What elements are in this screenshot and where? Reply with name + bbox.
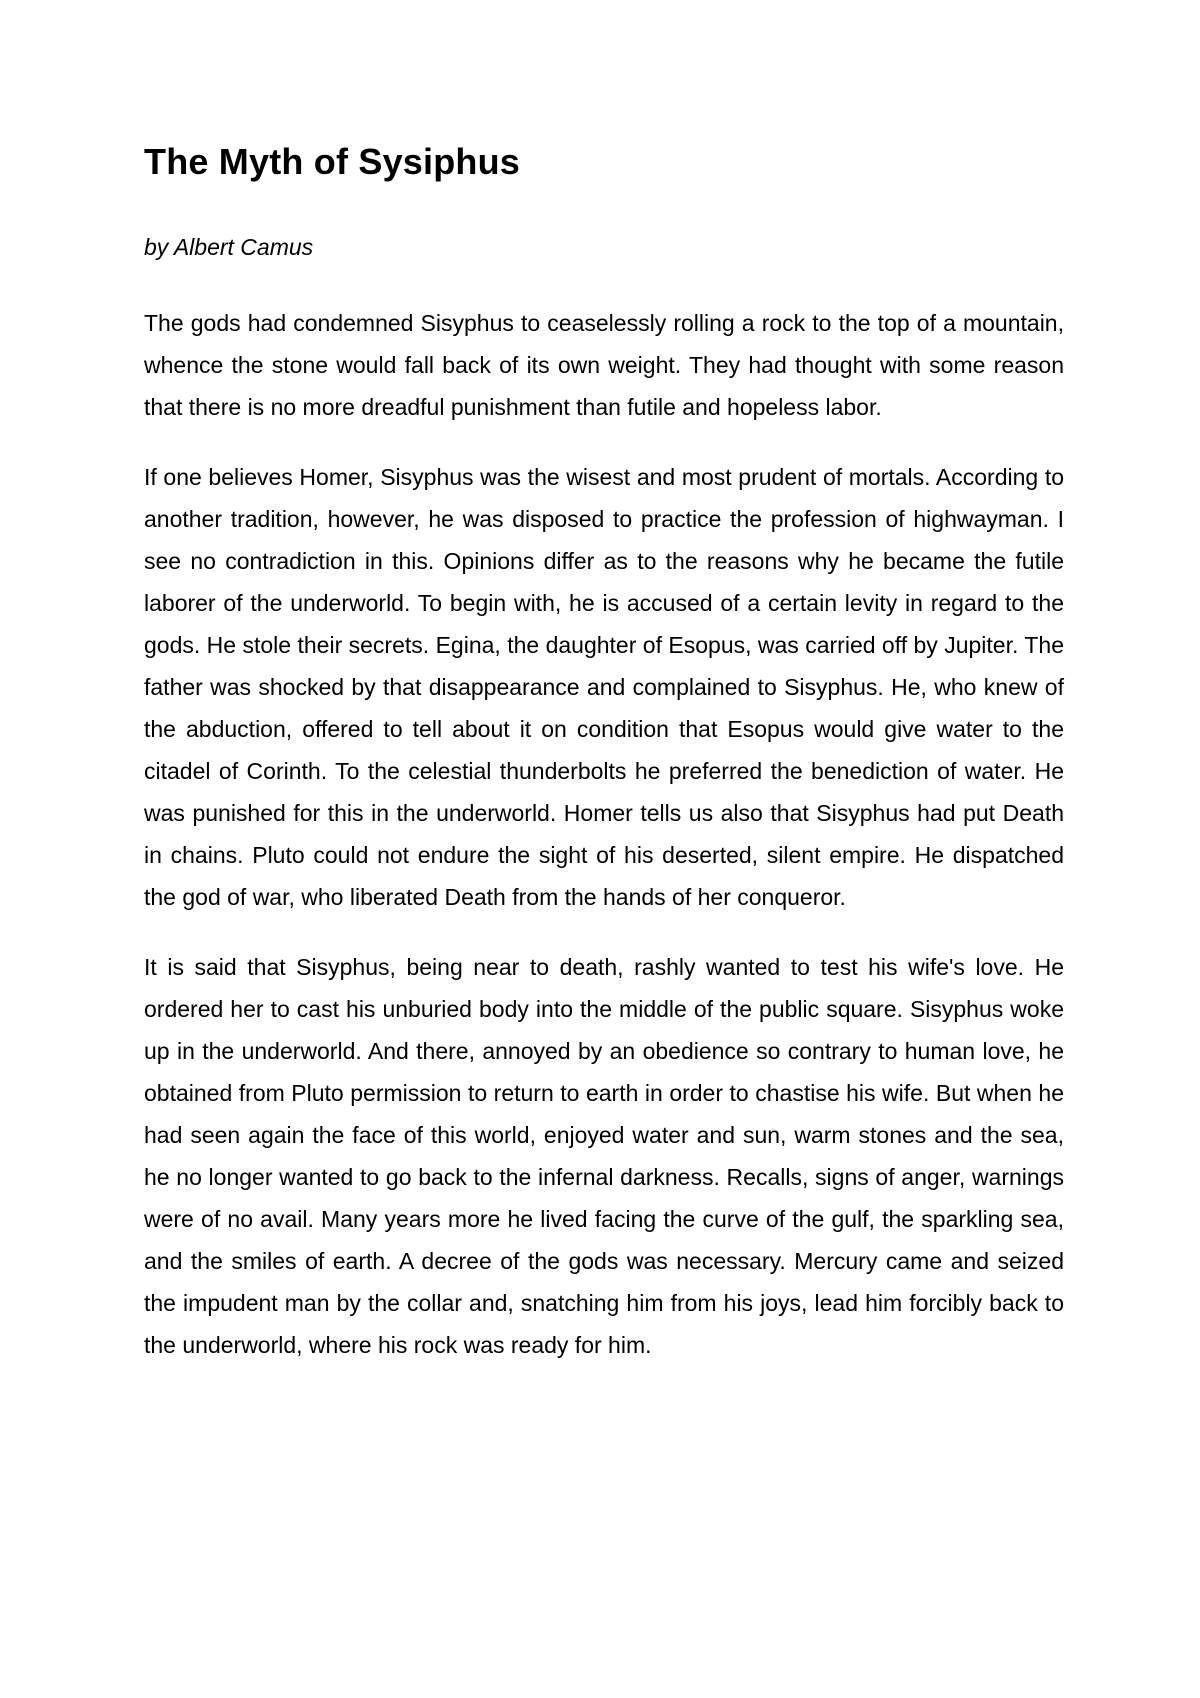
document-title: The Myth of Sysiphus	[144, 141, 521, 182]
author-byline: by Albert Camus	[144, 234, 314, 260]
document-body	[144, 302, 1064, 1394]
paragraph-3: It is said that Sisyphus, being near to death, rashly wanted to test his wife's love. He ordered her to cast his unburied body into the middle of the public square. Sisyphus woke up in the underworld. And there, annoyed by an obedience so contrary to human love, he obtained from Pluto permission to return to earth in order to chastise his wife. But when he had seen again the face of this world, enjoyed water and sun, warm stones and the sea, he no longer wanted to go back to the infernal darkness. Recalls, signs of anger, warnings were of no avail. Many years more he lived facing the curve of the gulf, the sparkling sea, and the smiles of earth. A decree of the gods was necessary. Mercury came and seized the impudent man by the collar and, snatching him from his joys, lead him forcibly back to the underworld, where his rock was ready for him.	[144, 954, 1064, 1358]
paragraph-1: The gods had condemned Sisyphus to ceaselessly rolling a rock to the top of a mountain, whence the stone would fall back of its own weight. They had thought with some reason that there is no more dreadful punishment than futile and hopeless labor.	[144, 310, 1064, 420]
paragraph-2: If one believes Homer, Sisyphus was the wisest and most prudent of mortals. According to another tradition, however, he was disposed to practice the profession of highwayman. I see no contradiction in this. Opinions differ as to the reasons why he became the futile laborer of the underworld. To begin with, he is accused of a certain levity in regard to the gods. He stole their secrets. Egina, the daughter of Esopus, was carried off by Jupiter. The father was shocked by that disappearance and complained to Sisyphus. He, who knew of the abduction, offered to tell about it on condition that Esopus would give water to the citadel of Corinth. To the celestial thunderbolts he preferred the benediction of water. He was punished for this in the underworld. Homer tells us also that Sisyphus had put Death in chains. Pluto could not endure the sight of his deserted, silent empire. He dispatched the god of war, who liberated Death from the hands of her conqueror.	[144, 464, 1064, 910]
